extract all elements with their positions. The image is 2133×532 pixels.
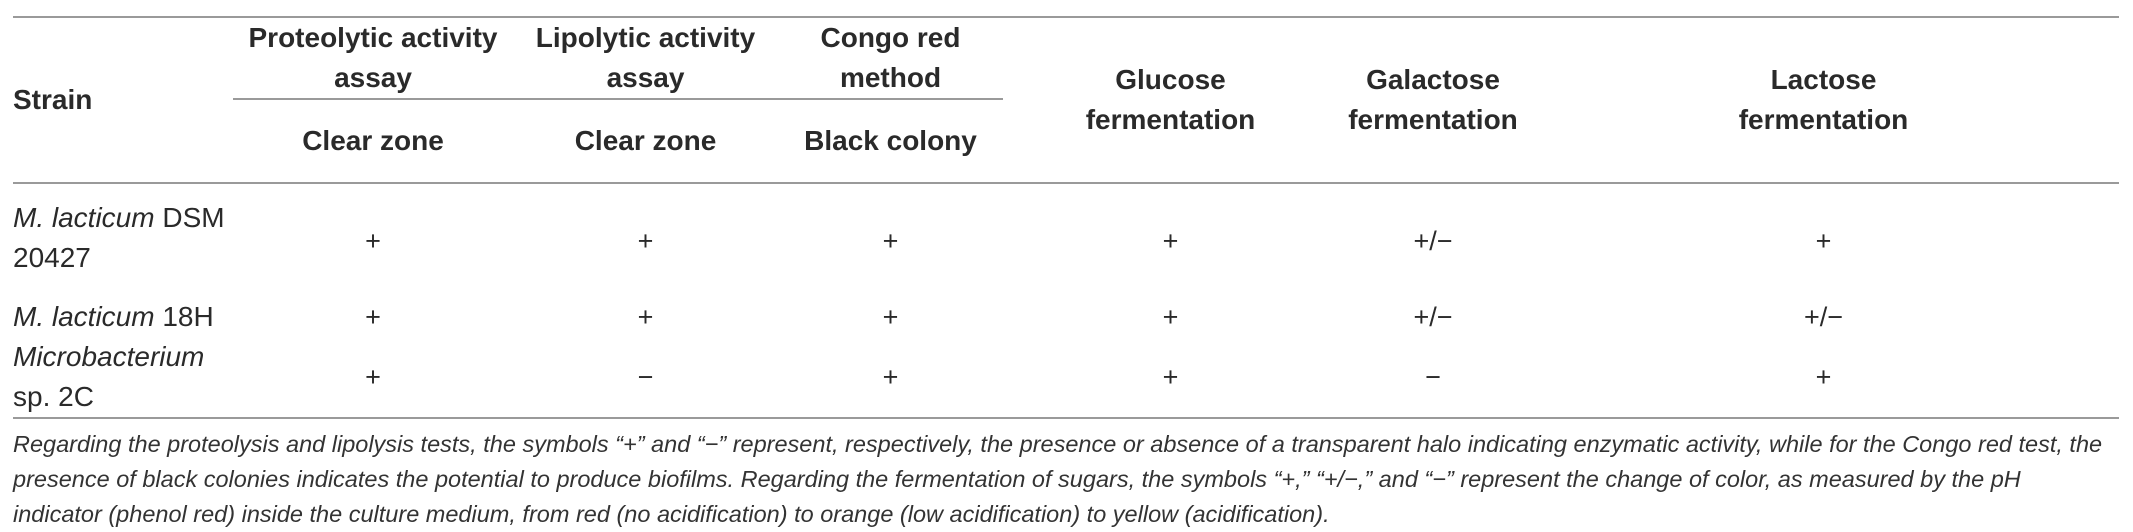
subheader-proteolytic: Clear zone (302, 125, 444, 156)
table-row (13, 183, 2119, 297)
cell-lipolytic: + (637, 225, 654, 256)
header-glucose-line1: Glucose (1115, 64, 1226, 95)
cell-glucose: + (1162, 225, 1179, 256)
strain-cell (13, 297, 233, 337)
strain-cell (13, 337, 233, 418)
strain-genus: M. lacticum (13, 301, 155, 332)
cell-glucose: + (1162, 302, 1179, 332)
cell-congo: + (882, 362, 899, 392)
header-galactose-line2: fermentation (1348, 104, 1518, 135)
table-row (13, 297, 2119, 337)
strain-suffix: DSM (154, 202, 225, 233)
subheader-lipolytic: Clear zone (574, 125, 717, 156)
cell-congo: + (882, 302, 899, 332)
strain-cell (13, 183, 233, 297)
header-lactose (1528, 17, 2119, 183)
cell-glucose: + (1162, 362, 1179, 392)
cell-congo: + (882, 225, 899, 256)
header-galactose (1338, 17, 1528, 183)
cell-lipolytic: − (637, 362, 654, 392)
table-container (13, 16, 2119, 532)
strain-genus: Microbacterium (13, 341, 205, 372)
cell-proteolytic: + (365, 362, 381, 392)
cell-lactose: +/− (1803, 302, 1844, 332)
strain-suffix: sp. 2C (13, 381, 94, 412)
cell-galactose: − (1425, 362, 1441, 392)
table-row (13, 337, 2119, 418)
cell-lactose: + (1815, 225, 1832, 256)
subheader-congo: Black colony (804, 125, 977, 156)
header-lactose-line2: fermentation (1738, 104, 1909, 135)
header-glucose-line2: fermentation (1085, 104, 1256, 135)
cell-galactose: +/− (1413, 225, 1453, 256)
header-proteolytic: Proteolytic activity assay (233, 17, 513, 99)
header-strain: Strain (13, 84, 93, 115)
cell-proteolytic: + (365, 302, 381, 332)
header-congo: Congo red method (778, 17, 1003, 99)
header-galactose-line1: Galactose (1366, 64, 1500, 95)
cell-lipolytic: + (637, 302, 654, 332)
cell-proteolytic: + (365, 225, 381, 256)
table-footnote: Regarding the proteolysis and lipolysis tests, the symbols “+” and “−” represent, respectively, the presence or absence of a transparent halo indicating enzymatic activity, while for the Congo red test, the presence of black colonies indicates the potential to produce biofilms. Regarding the fermentation of sugars, the symbols “+,” “+/−,” and “−” represent the change of color, as measured by the pH indicator (phenol red) inside the culture medium, from red (no acidification) to orange (low acidification) to yellow (acidification). (13, 431, 2103, 527)
results-table (13, 16, 2119, 419)
cell-lactose: + (1815, 362, 1832, 392)
header-glucose (1003, 17, 1338, 183)
strain-suffix: 18H (154, 301, 214, 332)
cell-galactose: +/− (1413, 302, 1453, 332)
header-lactose-line1: Lactose (1770, 64, 1877, 95)
strain-genus: M. lacticum (13, 202, 155, 233)
header-lipolytic: Lipolytic activity assay (513, 17, 778, 99)
strain-line2: 20427 (13, 242, 91, 273)
